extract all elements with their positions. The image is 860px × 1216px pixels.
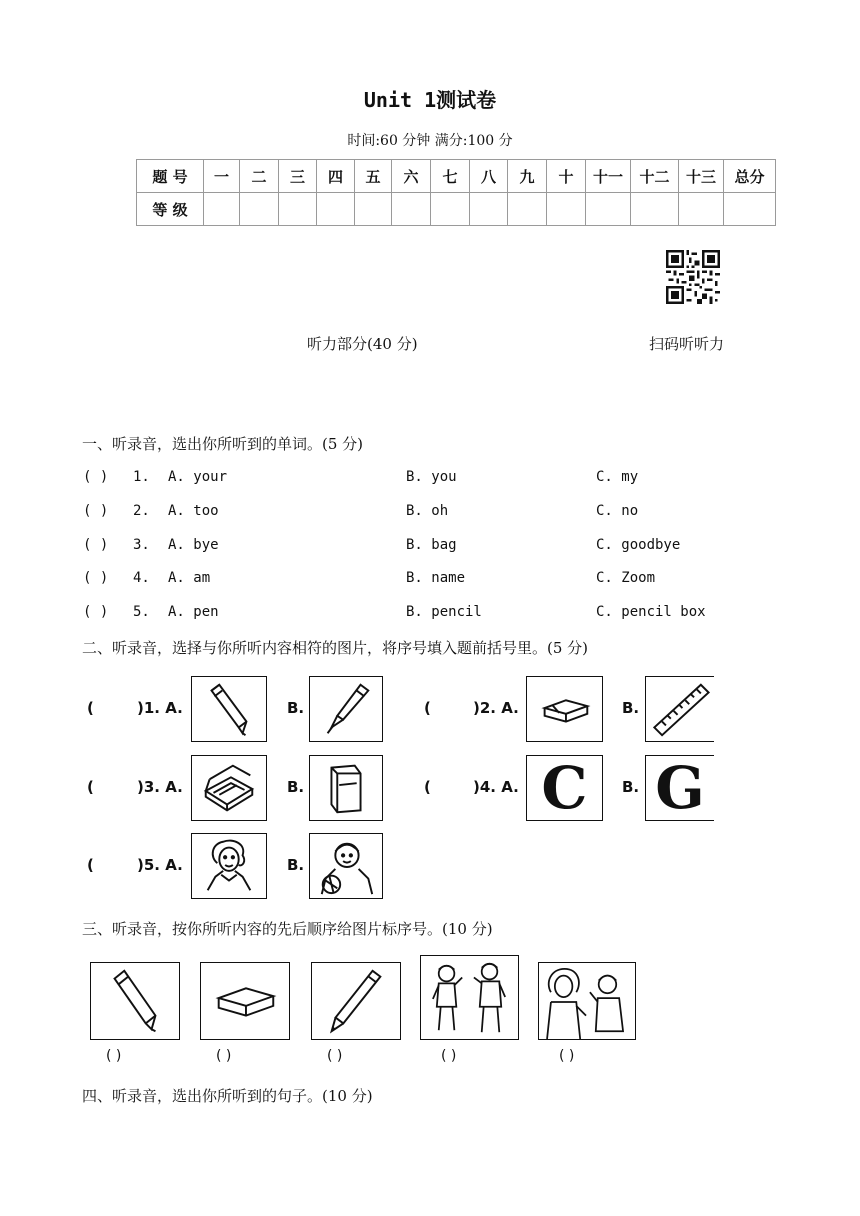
score-table-header-label: 题 号 (137, 160, 204, 193)
option-c: C. Zoom (596, 570, 656, 586)
grade-cell[interactable] (508, 193, 547, 226)
score-table-column: 二 (240, 160, 279, 193)
page-title: Unit 1测试卷 (363, 88, 497, 112)
question-label: )2. A. (473, 699, 519, 717)
section4-heading: 四、听录音，选出你所听到的句子。(10 分) (82, 1087, 373, 1105)
grade-cell[interactable] (470, 193, 508, 226)
letter-g-card[interactable]: G (645, 755, 714, 821)
score-table-column: 四 (317, 160, 355, 193)
answer-paren[interactable]: ( ) (83, 469, 109, 485)
exam-time-score: 时间:60 分钟 满分:100 分 (347, 133, 513, 149)
question-number: 5. (133, 604, 150, 620)
answer-paren[interactable]: ( (87, 778, 94, 796)
grade-cell[interactable] (431, 193, 470, 226)
option-a: A. your (168, 469, 228, 485)
option-b: B. bag (406, 537, 457, 553)
score-table-column: 十 (547, 160, 586, 193)
question-number: 2. (133, 503, 150, 519)
option-b-label: B. (287, 778, 305, 796)
answer-paren[interactable]: ( ) (83, 503, 109, 519)
score-table-column: 十三 (679, 160, 724, 193)
grade-cell[interactable] (204, 193, 240, 226)
answer-paren[interactable]: ( ) (83, 604, 109, 620)
score-table-grade-row (137, 193, 776, 226)
answer-paren[interactable]: ( (87, 699, 94, 717)
girl-and-boy-greeting-icon[interactable] (538, 962, 636, 1040)
order-paren[interactable]: ( ) (559, 1048, 575, 1064)
grade-cell[interactable] (547, 193, 586, 226)
score-table-column: 九 (508, 160, 547, 193)
pencil-case-closed-icon[interactable] (309, 755, 383, 821)
pencil-icon[interactable] (311, 962, 401, 1040)
grade-cell[interactable] (392, 193, 431, 226)
question-label: )3. A. (137, 778, 183, 796)
grade-cell[interactable] (679, 193, 724, 226)
order-paren[interactable]: ( ) (441, 1048, 457, 1064)
fountain-pen-icon[interactable] (309, 676, 383, 742)
girl-icon[interactable] (191, 833, 267, 899)
answer-paren[interactable]: ( ) (83, 570, 109, 586)
section1-heading: 一、听录音，选出你所听到的单词。(5 分) (82, 435, 364, 453)
order-paren[interactable]: ( ) (327, 1048, 343, 1064)
grade-cell[interactable] (279, 193, 317, 226)
listening-section-heading: 听力部分(40 分) (307, 335, 418, 353)
crayon-icon[interactable] (191, 676, 267, 742)
score-table-column: 一 (204, 160, 240, 193)
grade-cell[interactable] (586, 193, 631, 226)
question-number: 3. (133, 537, 150, 553)
question-label: )4. A. (473, 778, 519, 796)
option-c: C. pencil box (596, 604, 706, 620)
option-b-label: B. (287, 856, 305, 874)
option-b: B. you (406, 469, 457, 485)
option-b-label: B. (287, 699, 305, 717)
question-label: )5. A. (137, 856, 183, 874)
option-a: A. bye (168, 537, 219, 553)
order-paren[interactable]: ( ) (216, 1048, 232, 1064)
option-a: A. pen (168, 604, 219, 620)
boy-with-ball-icon[interactable] (309, 833, 383, 899)
section3-heading: 三、听录音，按你所听内容的先后顺序给图片标序号。(10 分) (82, 920, 493, 938)
score-table-column: 十一 (586, 160, 631, 193)
option-b-label: B. (622, 699, 640, 717)
answer-paren[interactable]: ( ) (83, 537, 109, 553)
score-table-column: 八 (470, 160, 508, 193)
eraser-icon[interactable] (526, 676, 603, 742)
grade-cell[interactable] (631, 193, 679, 226)
crayon-icon[interactable] (90, 962, 180, 1040)
question-number: 4. (133, 570, 150, 586)
order-paren[interactable]: ( ) (106, 1048, 122, 1064)
option-a: A. too (168, 503, 219, 519)
option-b: B. pencil (406, 604, 482, 620)
eraser-icon[interactable] (200, 962, 290, 1040)
answer-paren[interactable]: ( (424, 699, 431, 717)
score-table-row-label: 等 级 (137, 193, 204, 226)
grade-cell[interactable] (317, 193, 355, 226)
qr-code-icon[interactable] (666, 250, 720, 304)
score-table-column: 十二 (631, 160, 679, 193)
score-table-column: 三 (279, 160, 317, 193)
grade-cell[interactable] (240, 193, 279, 226)
letter-c-card[interactable]: C (526, 755, 603, 821)
option-c: C. no (596, 503, 639, 519)
answer-paren[interactable]: ( (87, 856, 94, 874)
score-table-column: 六 (392, 160, 431, 193)
question-label: )1. A. (137, 699, 183, 717)
option-b-label: B. (622, 778, 640, 796)
two-boys-greeting-icon[interactable] (420, 955, 519, 1040)
ruler-icon[interactable] (645, 676, 714, 742)
score-table-header-row (137, 160, 776, 193)
grade-cell[interactable] (355, 193, 392, 226)
score-table-column: 五 (355, 160, 392, 193)
score-table-column: 总分 (724, 160, 776, 193)
option-c: C. goodbye (596, 537, 681, 553)
option-c: C. my (596, 469, 639, 485)
pencil-box-open-icon[interactable] (191, 755, 267, 821)
option-b: B. name (406, 570, 466, 586)
option-a: A. am (168, 570, 211, 586)
score-table (136, 159, 776, 226)
question-number: 1. (133, 469, 150, 485)
grade-cell[interactable] (724, 193, 776, 226)
option-b: B. oh (406, 503, 449, 519)
score-table-column: 七 (431, 160, 470, 193)
scan-qr-label: 扫码听听力 (649, 335, 725, 353)
answer-paren[interactable]: ( (424, 778, 431, 796)
section2-heading: 二、听录音，选择与你所听内容相符的图片，将序号填入题前括号里。(5 分) (82, 639, 589, 657)
